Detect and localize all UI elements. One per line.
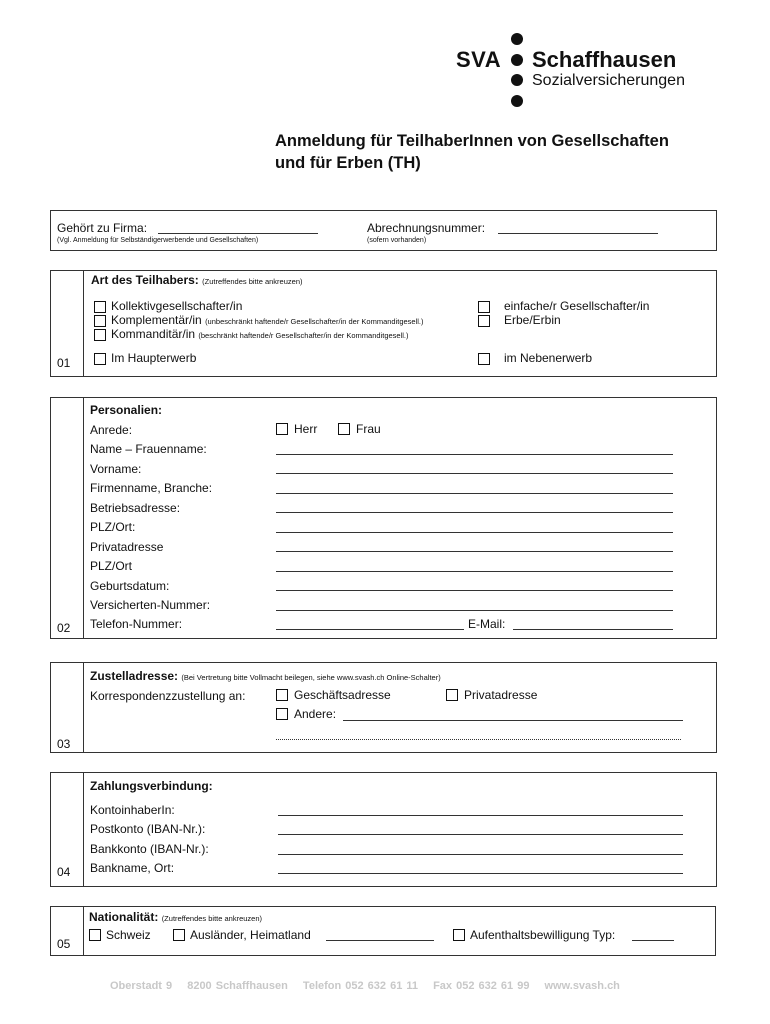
section-heading — [90, 669, 441, 683]
checkbox-nebenerwerb[interactable] — [478, 353, 490, 365]
field-line-geburtsdatum[interactable] — [276, 590, 673, 591]
label-geschaeftsadresse: Geschäftsadresse — [294, 688, 391, 702]
komplementaer-text: Komplementär/in — [111, 313, 202, 327]
section-heading — [91, 273, 303, 287]
logo-name: Schaffhausen — [532, 47, 677, 72]
abrechnung-label: Abrechnungsnummer: — [367, 221, 486, 235]
logo-dot — [511, 95, 523, 107]
footer-street: Oberstadt 9 — [110, 980, 173, 992]
korrespondenz-label: Korrespondenzzustellung an: — [90, 689, 246, 703]
label-andere: Andere: — [294, 707, 337, 721]
field-label: Geburtsdatum: — [90, 579, 170, 593]
section-number: 04 — [57, 865, 71, 879]
label-privatadresse: Privatadresse — [464, 688, 538, 702]
checkbox-erbe[interactable] — [478, 315, 490, 327]
checkbox-kommanditaer[interactable] — [94, 329, 106, 341]
heading-text: Art des Teilhabers: — [91, 273, 199, 287]
telefon-label: Telefon-Nummer: — [90, 617, 183, 631]
komplementaer-note: (unbeschränkt haftende/r Gesellschafter/in der Kommanditgesell.) — [205, 317, 424, 326]
logo-sva: SVA — [456, 47, 502, 72]
logo-dot — [511, 54, 523, 66]
footer-city: 8200 Schaffhausen — [187, 980, 288, 992]
section-02 — [50, 397, 717, 639]
label-frau: Frau — [356, 422, 381, 436]
field-line-firmenname[interactable] — [276, 493, 673, 494]
field-line-andere-2[interactable] — [276, 739, 681, 740]
section-05 — [50, 906, 716, 956]
heading-text: Zustelladresse: — [90, 669, 179, 683]
field-label: Postkonto (IBAN-Nr.): — [90, 822, 206, 836]
field-label: Versicherten-Nummer: — [90, 598, 211, 612]
field-line-telefon[interactable] — [276, 629, 464, 630]
checkbox-privatadresse[interactable] — [446, 689, 458, 701]
footer — [110, 980, 631, 992]
section-number-column — [51, 907, 84, 955]
section-heading — [89, 910, 262, 924]
field-line-vorname[interactable] — [276, 473, 673, 474]
section-number: 05 — [57, 937, 71, 951]
field-line-plz2[interactable] — [276, 571, 673, 572]
abrechnung-field[interactable] — [498, 233, 658, 234]
footer-phone: Telefon 052 632 61 11 — [302, 980, 419, 992]
checkbox-komplementaer[interactable] — [94, 315, 106, 327]
checkbox-herr[interactable] — [276, 423, 288, 435]
firma-field[interactable] — [158, 233, 318, 234]
logo-dot — [511, 74, 523, 86]
field-label: Betriebsadresse: — [90, 501, 181, 515]
checkbox-geschaeftsadresse[interactable] — [276, 689, 288, 701]
section-number-column — [51, 663, 84, 752]
label-erbe: Erbe/Erbin — [504, 313, 561, 327]
company-box — [50, 210, 717, 251]
section-number: 02 — [57, 621, 71, 635]
label-auslaender: Ausländer, Heimatland — [190, 928, 311, 942]
label-nebenerwerb: im Nebenerwerb — [504, 351, 593, 365]
field-line-plz1[interactable] — [276, 532, 673, 533]
label-herr: Herr — [294, 422, 318, 436]
field-label: Bankname, Ort: — [90, 861, 175, 875]
page-title-line1: Anmeldung für TeilhaberInnen von Gesellschaften — [275, 132, 669, 150]
section-number-column — [51, 773, 84, 886]
field-line-email[interactable] — [513, 629, 673, 630]
section-number: 03 — [57, 737, 71, 751]
section-03 — [50, 662, 717, 753]
checkbox-haupterwerb[interactable] — [94, 353, 106, 365]
field-line-versicherten[interactable] — [276, 610, 673, 611]
logo-dot — [511, 33, 523, 45]
checkbox-schweiz[interactable] — [89, 929, 101, 941]
checkbox-auslaender[interactable] — [173, 929, 185, 941]
field-line-heimatland[interactable] — [326, 940, 434, 941]
page-title-line2: und für Erben (TH) — [275, 154, 421, 172]
footer-web: www.svash.ch — [544, 980, 620, 992]
checkbox-einfache[interactable] — [478, 301, 490, 313]
section-heading: Zahlungsverbindung: — [90, 779, 213, 793]
kommanditaer-text: Kommanditär/in — [111, 327, 196, 341]
label-kommanditaer — [111, 327, 409, 341]
footer-fax: Fax 052 632 61 99 — [433, 980, 530, 992]
field-line-name[interactable] — [276, 454, 673, 455]
section-04 — [50, 772, 717, 887]
label-aufenthalt: Aufenthaltsbewilligung Typ: — [470, 928, 616, 942]
heading-note: (Zutreffendes bitte ankreuzen) — [161, 914, 263, 923]
label-kollektiv: Kollektivgesellschafter/in — [111, 299, 243, 313]
field-label: Name – Frauenname: — [90, 442, 207, 456]
field-line-aufenthalt-typ[interactable] — [632, 940, 674, 941]
field-label: Privatadresse — [90, 540, 164, 554]
heading-text: Nationalität: — [89, 910, 159, 924]
section-number-column — [51, 398, 84, 638]
checkbox-frau[interactable] — [338, 423, 350, 435]
abrechnung-note: (sofern vorhanden) — [367, 237, 427, 244]
firma-note: (Vgl. Anmeldung für Selbständigerwerbende und Gesellschaften) — [57, 237, 259, 244]
label-einfache: einfache/r Gesellschafter/in — [504, 299, 650, 313]
field-line-andere[interactable] — [343, 720, 683, 721]
field-line-betriebsadresse[interactable] — [276, 512, 673, 513]
checkbox-kollektiv[interactable] — [94, 301, 106, 313]
field-label: Firmenname, Branche: — [90, 481, 213, 495]
checkbox-aufenthalt[interactable] — [453, 929, 465, 941]
heading-note: (Bei Vertretung bitte Vollmacht beilegen, siehe www.svash.ch Online-Schalter) — [181, 673, 441, 682]
field-line-bankname[interactable] — [278, 873, 683, 874]
field-line-bankkonto[interactable] — [278, 854, 683, 855]
field-label: PLZ/Ort: — [90, 520, 136, 534]
section-heading: Personalien: — [90, 403, 163, 417]
field-line-kontoinhaber[interactable] — [278, 815, 683, 816]
checkbox-andere[interactable] — [276, 708, 288, 720]
field-line-postkonto[interactable] — [278, 834, 683, 835]
firma-label: Gehört zu Firma: — [57, 221, 148, 235]
heading-note: (Zutreffendes bitte ankreuzen) — [202, 277, 303, 286]
anrede-label: Anrede: — [90, 423, 133, 437]
label-haupterwerb: Im Haupterwerb — [111, 351, 197, 365]
field-label: Bankkonto (IBAN-Nr.): — [90, 842, 209, 856]
section-01 — [50, 270, 717, 377]
label-schweiz: Schweiz — [106, 928, 151, 942]
label-komplementaer — [111, 313, 424, 327]
logo-subtitle: Sozialversicherungen — [532, 72, 685, 89]
kommanditaer-note: (beschränkt haftende/r Gesellschafter/in der Kommanditgesell.) — [198, 331, 409, 340]
field-label: Vorname: — [90, 462, 142, 476]
field-label: PLZ/Ort — [90, 559, 133, 573]
section-number: 01 — [57, 356, 71, 370]
section-number-column — [51, 271, 84, 376]
email-label: E-Mail: — [468, 617, 506, 631]
field-line-privatadresse[interactable] — [276, 551, 673, 552]
field-label: KontoinhaberIn: — [90, 803, 175, 817]
